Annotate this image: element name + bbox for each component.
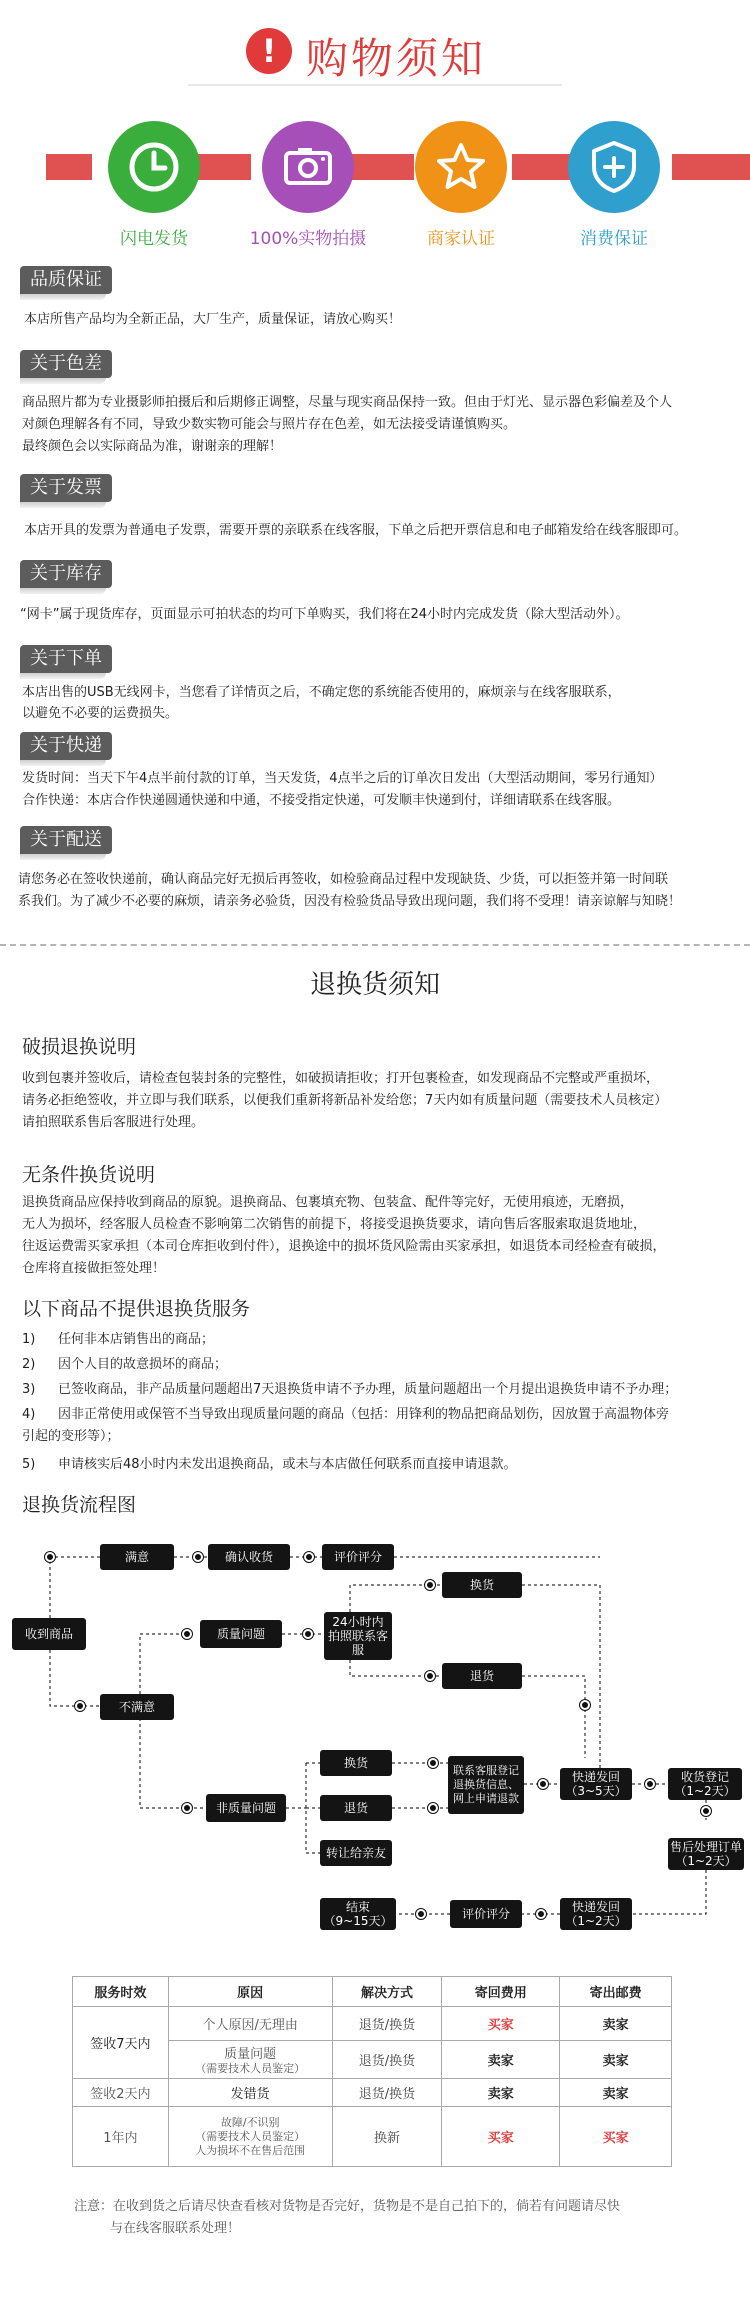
- exclamation-icon: !: [246, 28, 292, 74]
- section-text-color-2: 对颜色理解各有不同，导致少数实物可能会与照片存在色差，如无法接受请谨慎购买。: [22, 417, 517, 432]
- table-cell-reason-note: （需要技术人员鉴定）: [195, 2129, 306, 2143]
- flow-heading: 退换货流程图: [22, 1494, 137, 1516]
- excluded-text-3: 已签收商品，非产品质量问题超出7天退换货申请不予办理，质量问题超出一个月提出退换货申请不予办理；: [58, 1382, 678, 1397]
- table-row: [73, 2107, 672, 2167]
- flow-ship-out: [560, 1898, 632, 1930]
- section-text-delivery-2: 系我们。为了减少不必要的麻烦，请亲务必验货，因没有检验货品导致出现问题，我们将不受理！请亲谅解与知晓！: [18, 894, 682, 909]
- star-icon: [415, 121, 507, 213]
- flow-after-sale-label: 售后处理订单: [669, 1840, 742, 1854]
- table-header: 寄回费用: [442, 1977, 560, 2007]
- flow-dot: [645, 1779, 655, 1789]
- table-cell-solution: 退货/换货: [332, 2007, 442, 2041]
- shield-icon: [568, 121, 660, 213]
- table-cell-reason: [168, 2041, 332, 2079]
- flow-rate-2: 评价评分: [450, 1900, 522, 1928]
- flow-quality: 质量问题: [200, 1620, 282, 1648]
- table-cell-ship-fee: 买家: [560, 2107, 672, 2167]
- feature-label-real-photos: 100%实物拍摄: [249, 229, 367, 249]
- flow-register-days: （1~2天）: [674, 1784, 736, 1798]
- camera-icon: [262, 121, 354, 213]
- section-tag-courier: 关于快递: [20, 732, 112, 760]
- table-cell-period: 签收2天内: [73, 2079, 169, 2107]
- table-cell-reason-label: 质量问题: [224, 2047, 277, 2062]
- excluded-num-4: 4): [22, 1407, 36, 1422]
- table-header-row: [73, 1977, 672, 2007]
- clock-icon: [108, 121, 200, 213]
- section-tag-stock: 关于库存: [20, 560, 112, 588]
- flow-dot: [580, 1700, 590, 1710]
- section-text-stock: “网卡”属于现货库存，页面显示可拍状态的均可下单购买，我们将在24小时内完成发货（除大型活动外）。: [20, 607, 629, 622]
- flow-dot: [45, 1552, 55, 1562]
- flow-dot: [303, 1629, 313, 1639]
- flow-nonquality: 非质量问题: [206, 1794, 286, 1822]
- flow-transfer: 转让给亲友: [320, 1840, 392, 1866]
- flow-dot: [428, 1758, 438, 1768]
- section-divider: [0, 944, 750, 946]
- section-text-order-1: 本店出售的USB无线网卡，当您看了详情页之后，不确定您的系统能否使用的，麻烦亲与在线客服联系，: [22, 685, 621, 700]
- table-cell-reason-note: （需要技术人员鉴定）: [195, 2062, 306, 2075]
- section-text-quality: 本店所售产品均为全新正品，大厂生产，质量保证，请放心购买！: [24, 312, 402, 327]
- flow-dot: [182, 1629, 192, 1639]
- flow-ship-back-days: （3~5天）: [565, 1784, 627, 1798]
- section-text-courier-2: 合作快递：本店合作快递圆通快递和中通，不接受指定快递，可发顺丰快递到付，详细请联系在线客服。: [22, 793, 621, 808]
- flow-ship-out-days: （1~2天）: [565, 1914, 627, 1928]
- table-cell-ship-fee: 卖家: [560, 2041, 672, 2079]
- flow-register: [668, 1768, 742, 1800]
- excluded-heading: 以下商品不提供退换货服务: [22, 1298, 251, 1320]
- excluded-num-1: 1): [22, 1332, 36, 1347]
- section-text-color-1: 商品照片都为专业摄影师拍摄后和后期修正调整，尽量与现实商品保持一致。但由于灯光、显示器色彩偏差及个人: [22, 395, 673, 410]
- flow-inspect: 24小时内拍照联系客服: [324, 1612, 392, 1660]
- flow-dot: [536, 1909, 546, 1919]
- stripe-3: [512, 154, 572, 180]
- table-cell-return-fee: 买家: [442, 2007, 560, 2041]
- excluded-text-4b: 引起的变形等）；: [22, 1429, 120, 1444]
- table-row: [73, 2007, 672, 2041]
- table-cell-reason: 个人原因/无理由: [168, 2007, 332, 2041]
- flow-dot: [425, 1671, 435, 1681]
- feature-label-fast-shipping: 闪电发货: [120, 229, 188, 249]
- unconditional-heading: 无条件换货说明: [22, 1164, 156, 1186]
- table-cell-return-fee: 卖家: [442, 2079, 560, 2107]
- flow-dot: [425, 1580, 435, 1590]
- table-cell-return-fee: 买家: [442, 2107, 560, 2167]
- table-header: 服务时效: [73, 1977, 169, 2007]
- tag-shadow: [20, 854, 106, 860]
- table-cell-return-fee: 卖家: [442, 2041, 560, 2079]
- excluded-text-1: 任何非本店销售出的商品；: [58, 1332, 215, 1347]
- tag-shadow: [20, 588, 106, 594]
- flow-after-sale-days: （1~2天）: [675, 1854, 737, 1868]
- flow-ship-back-label: 快递发回: [571, 1770, 620, 1784]
- excluded-num-3: 3): [22, 1382, 36, 1397]
- flow-exchange-1: 换货: [442, 1572, 522, 1598]
- table-cell-ship-fee: 卖家: [560, 2079, 672, 2107]
- returns-title: 退换货须知: [309, 970, 440, 1000]
- tag-shadow: [20, 760, 106, 766]
- feature-label-merchant-verified: 商家认证: [427, 229, 495, 249]
- excluded-text-5: 申请核实后48小时内未发出退换商品，或未与本店做任何联系而直接申请退款。: [58, 1457, 517, 1472]
- note-line-2: 与在线客服联系处理！: [110, 2221, 241, 2236]
- note-line-1: 注意：在收到货之后请尽快查看核对货物是否完好，货物是不是自己拍下的，倘若有问题请尽快: [74, 2199, 621, 2214]
- table-header: 原因: [168, 1977, 332, 2007]
- section-text-courier-1: 发货时间：当天下午4点半前付款的订单，当天发货，4点半之后的订单次日发出（大型活动期间，零另行通知）: [22, 771, 663, 786]
- excluded-num-5: 5): [22, 1457, 36, 1472]
- flow-unsatisfied: 不满意: [100, 1694, 174, 1720]
- flow-dot: [701, 1806, 711, 1816]
- flow-receive: 收到商品: [12, 1618, 86, 1650]
- section-tag-invoice: 关于发票: [20, 474, 112, 502]
- table-cell-reason: [168, 2107, 332, 2167]
- section-tag-delivery: 关于配送: [20, 826, 112, 854]
- section-tag-color: 关于色差: [20, 350, 112, 378]
- flow-dot: [304, 1552, 314, 1562]
- table-cell-solution: 退货/换货: [332, 2079, 442, 2107]
- flow-dot: [428, 1803, 438, 1813]
- tag-shadow: [20, 502, 106, 508]
- unconditional-text-2: 无人为损坏，经客服人员检查不影响第二次销售的前提下，将接受退换货要求，请向售后客服索取退货地址，: [22, 1217, 647, 1232]
- title-divider: [188, 84, 562, 86]
- unconditional-text-1: 退换货商品应保持收到商品的原貌。退换商品、包裹填充物、包装盒、配件等完好，无使用痕迹，无磨损，: [22, 1195, 634, 1210]
- flow-after-sale: [668, 1838, 744, 1870]
- flow-dot: [538, 1779, 548, 1789]
- flow-return-2: 退货: [320, 1795, 392, 1821]
- table-cell-solution: 退货/换货: [332, 2041, 442, 2079]
- tag-shadow: [20, 294, 106, 300]
- flow-contact: 联系客服登记退换货信息、网上申请退款: [448, 1756, 524, 1814]
- flow-register-label: 收货登记: [680, 1770, 729, 1784]
- unconditional-text-3: 往返运费需买家承担（本司仓库拒收到付件），退换途中的损坏货风险需由买家承担，如退货本司经检查有破损，: [22, 1239, 666, 1254]
- flow-return-1: 退货: [442, 1663, 522, 1689]
- flow-satisfied: 满意: [100, 1544, 174, 1570]
- section-text-delivery-1: 请您务必在签收快递前，确认商品完好无损后再签收，如检验商品过程中发现缺货、少货，可以拒签并第一时间联: [18, 872, 669, 887]
- excluded-num-2: 2): [22, 1357, 36, 1372]
- excluded-text-4a: 因非正常使用或保管不当导致出现质量问题的商品（包括：用锋利的物品把商品划伤，因放置于高温物体旁: [58, 1407, 670, 1422]
- table-cell-ship-fee: 卖家: [560, 2007, 672, 2041]
- flow-end: [320, 1898, 396, 1930]
- table-row: [73, 2079, 672, 2107]
- unconditional-text-4: 仓库将直接做拒签处理！: [22, 1261, 166, 1276]
- flow-dot: [416, 1909, 426, 1919]
- flow-exchange-2: 换货: [320, 1750, 392, 1776]
- flow-end-label: 结束: [345, 1900, 370, 1914]
- excluded-text-2: 因个人目的故意损坏的商品；: [58, 1357, 228, 1372]
- table-cell-solution: 换新: [332, 2107, 442, 2167]
- section-text-invoice: 本店开具的发票为普通电子发票，需要开票的亲联系在线客服，下单之后把开票信息和电子邮箱发给在线客服即可。: [24, 523, 688, 538]
- table-cell-period: 签收7天内: [73, 2007, 169, 2079]
- flow-dot: [193, 1552, 203, 1562]
- table-cell-period: 1年内: [73, 2107, 169, 2167]
- table-header: 解决方式: [332, 1977, 442, 2007]
- flow-ship-back: [560, 1768, 632, 1800]
- table-header: 寄出邮费: [560, 1977, 672, 2007]
- flow-dot: [182, 1803, 192, 1813]
- stripe-left: [46, 154, 92, 180]
- damage-text-2: 请务必拒绝签收，并立即与我们联系，以便我们重新将新品补发给您；7天内如有质量问题（需要技术人员核定）: [22, 1093, 668, 1108]
- flow-dot: [75, 1701, 85, 1711]
- table-cell-reason-label: 故障/不识别: [220, 2115, 280, 2129]
- tag-shadow: [20, 673, 106, 679]
- section-tag-quality: 品质保证: [20, 266, 112, 294]
- table-cell-reason: 发错货: [168, 2079, 332, 2107]
- section-text-order-2: 以避免不必要的运费损失。: [22, 706, 179, 721]
- flow-confirm: 确认收货: [208, 1544, 290, 1570]
- flow-end-days: （9~15天）: [323, 1914, 393, 1928]
- flow-ship-out-label: 快递发回: [571, 1900, 620, 1914]
- damage-text-1: 收到包裹并签收后，请检查包装封条的完整性，如破损请拒收；打开包裹检查，如发现商品不完整或严重损坏，: [22, 1071, 660, 1086]
- flow-rate: 评价评分: [322, 1544, 394, 1570]
- stripe-2: [350, 154, 414, 180]
- feature-label-consumer-guarantee: 消费保证: [580, 229, 648, 249]
- tag-shadow: [20, 378, 106, 384]
- stripe-right: [672, 154, 750, 180]
- service-table: [72, 1976, 672, 2167]
- damage-text-3: 请拍照联系售后客服进行处理。: [22, 1115, 205, 1130]
- section-text-color-3: 最终颜色会以实际商品为准，谢谢亲的理解！: [22, 439, 283, 454]
- table-cell-reason-note-2: 人为损坏不在售后范围: [195, 2143, 306, 2157]
- damage-heading: 破损退换说明: [22, 1036, 137, 1058]
- page-title: 购物须知: [306, 34, 487, 83]
- section-tag-order: 关于下单: [20, 645, 112, 673]
